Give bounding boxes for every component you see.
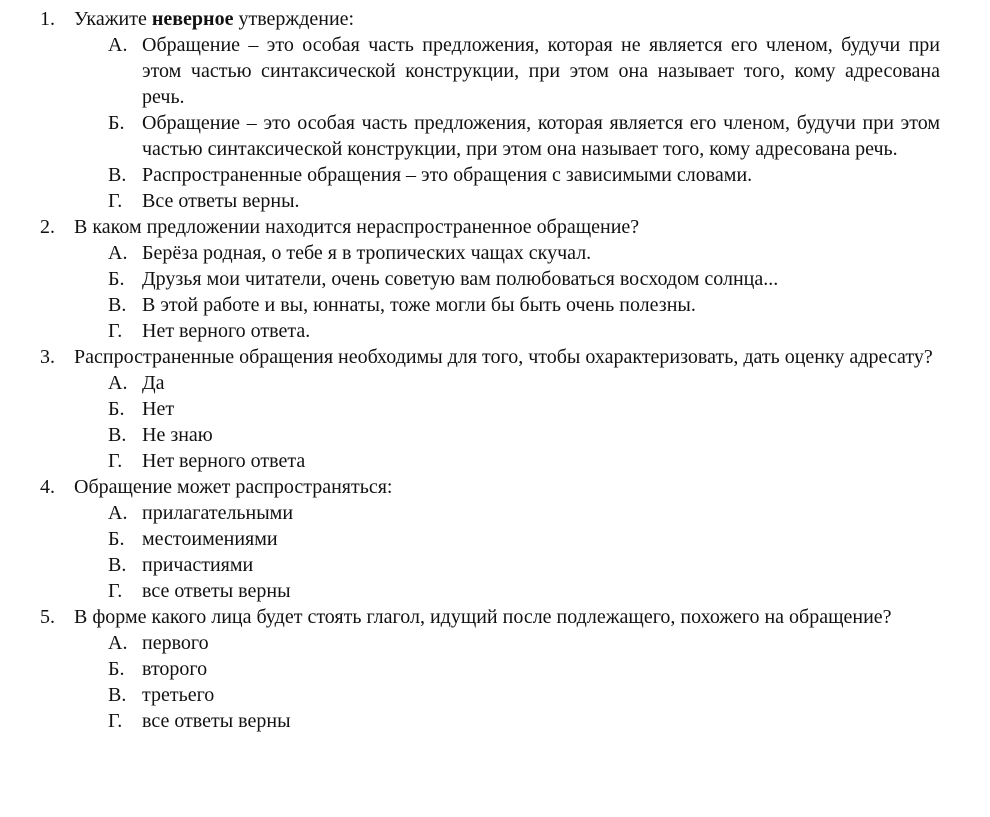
option-text: Обращение – это особая часть предложения, которая является его членом, будучи при этом частью синтаксической конструкции, при этом она называет того, кому адресована речь.: [142, 112, 940, 160]
question-number: 3.: [40, 346, 55, 368]
answer-option: [108, 32, 940, 110]
answer-option: [108, 162, 940, 188]
option-text: причастиями: [142, 554, 254, 576]
question-4-stem: [40, 474, 940, 500]
option-text: Да: [142, 372, 165, 394]
question-1-stem: [40, 6, 940, 32]
answer-option: [108, 656, 940, 682]
question-5: [40, 604, 940, 734]
option-letter: Г.: [108, 580, 123, 602]
option-text: Берёза родная, о тебе я в тропических чащах скучал.: [142, 242, 592, 264]
option-letter: А.: [108, 242, 128, 264]
question-text: В каком предложении находится нераспространенное обращение?: [74, 216, 640, 238]
option-letter: В.: [108, 164, 127, 186]
option-letter: В.: [108, 554, 127, 576]
option-text: прилагательными: [142, 502, 294, 524]
answer-options: [40, 240, 940, 344]
question-4: [40, 474, 940, 604]
question-text-after: утверждение:: [233, 8, 355, 30]
option-letter: А.: [108, 632, 128, 654]
answer-option: [108, 422, 940, 448]
option-letter: А.: [108, 372, 128, 394]
option-letter: Б.: [108, 268, 125, 290]
question-2: [40, 214, 940, 344]
answer-options: [40, 500, 940, 604]
option-text: первого: [142, 632, 209, 654]
option-text: местоимениями: [142, 528, 278, 550]
answer-option: [108, 266, 940, 292]
answer-options: [40, 32, 940, 214]
answer-option: [108, 552, 940, 578]
answer-option: [108, 370, 940, 396]
answer-option: [108, 318, 940, 344]
answer-option: [108, 188, 940, 214]
option-text: Нет верного ответа: [142, 450, 306, 472]
question-number: 4.: [40, 476, 55, 498]
option-letter: Б.: [108, 528, 125, 550]
question-text-before: Укажите: [74, 8, 152, 30]
question-3: [40, 344, 940, 474]
answer-option: [108, 448, 940, 474]
question-text: Обращение может распространяться:: [74, 476, 393, 498]
answer-option: [108, 500, 940, 526]
option-text: Распространенные обращения – это обращения с зависимыми словами.: [142, 164, 753, 186]
option-letter: А.: [108, 34, 128, 56]
answer-option: [108, 630, 940, 656]
question-3-stem: [40, 344, 940, 370]
answer-option: [108, 110, 940, 162]
option-letter: Г.: [108, 710, 123, 732]
option-letter: Б.: [108, 112, 125, 134]
option-text: Не знаю: [142, 424, 213, 446]
answer-option: [108, 240, 940, 266]
option-letter: Б.: [108, 398, 125, 420]
question-5-stem: [40, 604, 940, 630]
option-text: второго: [142, 658, 208, 680]
answer-option: [108, 708, 940, 734]
option-letter: Г.: [108, 320, 123, 342]
question-number: 2.: [40, 216, 55, 238]
question-text: В форме какого лица будет стоять глагол, идущий после подлежащего, похожего на обращение?: [74, 606, 892, 628]
option-text: все ответы верны: [142, 710, 291, 732]
question-2-stem: [40, 214, 940, 240]
answer-options: [40, 370, 940, 474]
option-text: все ответы верны: [142, 580, 291, 602]
answer-options: [40, 630, 940, 734]
option-letter: А.: [108, 502, 128, 524]
option-text: В этой работе и вы, юннаты, тоже могли бы быть очень полезны.: [142, 294, 696, 316]
question-1: [40, 6, 940, 214]
answer-option: [108, 526, 940, 552]
question-text: Распространенные обращения необходимы для того, чтобы охарактеризовать, дать оценку адресату?: [74, 346, 933, 368]
option-text: Нет: [142, 398, 175, 420]
answer-option: [108, 292, 940, 318]
answer-option: [108, 396, 940, 422]
option-text: третьего: [142, 684, 215, 706]
option-letter: Б.: [108, 658, 125, 680]
option-text: Нет верного ответа.: [142, 320, 311, 342]
option-letter: Г.: [108, 450, 123, 472]
question-number: 1.: [40, 8, 55, 30]
option-text: Друзья мои читатели, очень советую вам полюбоваться восходом солнца...: [142, 268, 779, 290]
option-text: Обращение – это особая часть предложения, которая не является его членом, будучи при этом частью синтаксической конструкции, при этом она называет того, кому адресована речь.: [142, 34, 940, 108]
question-text-bold: неверное: [151, 8, 234, 30]
answer-option: [108, 682, 940, 708]
question-text: [74, 6, 940, 32]
option-text: Все ответы верны.: [142, 190, 300, 212]
option-letter: Г.: [108, 190, 123, 212]
option-letter: В.: [108, 424, 127, 446]
option-letter: В.: [108, 294, 127, 316]
option-letter: В.: [108, 684, 127, 706]
answer-option: [108, 578, 940, 604]
question-number: 5.: [40, 606, 55, 628]
